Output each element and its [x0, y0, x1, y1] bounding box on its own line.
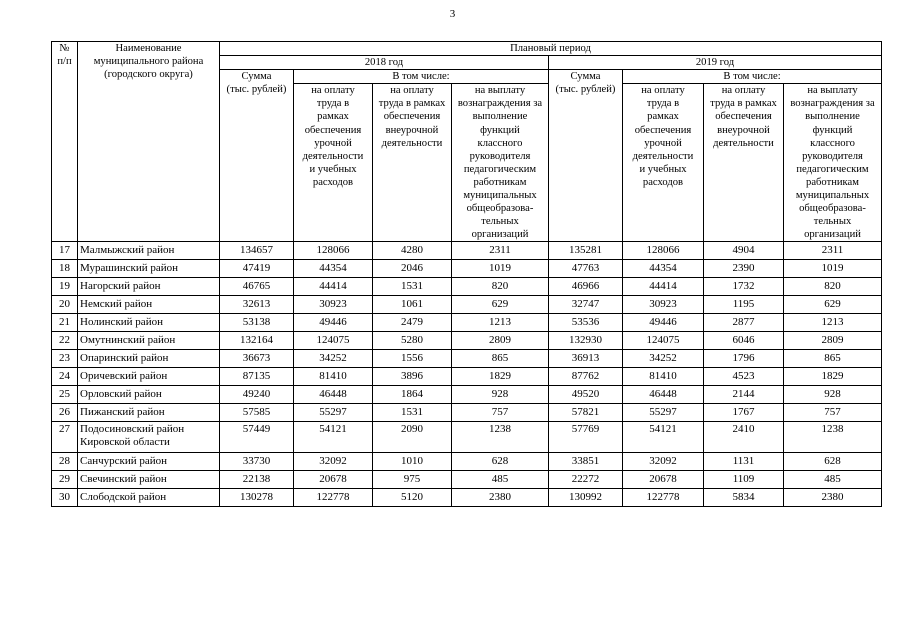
table-row	[52, 471, 882, 489]
value-cell: 128066	[623, 242, 704, 260]
value-cell: 46765	[220, 278, 294, 296]
district-name: Оричевский район	[78, 368, 220, 386]
table-row	[52, 314, 882, 332]
header-class-teacher-2018: на выплату вознаграждения за выполнение функций классного руководителя педагогическим работникам муниципальных общеобразова- тельных организаций	[452, 84, 549, 242]
value-cell: 1238	[452, 422, 549, 453]
value-cell: 20678	[623, 471, 704, 489]
value-cell: 2090	[373, 422, 452, 453]
value-cell: 4280	[373, 242, 452, 260]
value-cell: 44354	[623, 260, 704, 278]
value-cell: 485	[452, 471, 549, 489]
value-cell: 1864	[373, 386, 452, 404]
value-cell: 1213	[784, 314, 882, 332]
value-cell: 1213	[452, 314, 549, 332]
district-name: Нолинский район	[78, 314, 220, 332]
value-cell: 32613	[220, 296, 294, 314]
value-cell: 124075	[623, 332, 704, 350]
district-name: Подосиновский район Кировской области	[78, 422, 220, 453]
value-cell: 1796	[704, 350, 784, 368]
value-cell: 49520	[549, 386, 623, 404]
header-including-2019: В том числе:	[623, 70, 882, 84]
value-cell: 128066	[294, 242, 373, 260]
value-cell: 1010	[373, 453, 452, 471]
value-cell: 2311	[784, 242, 882, 260]
header-vneurochnaya-2018: на оплату труда в рамках обеспечения внеурочной деятельности	[373, 84, 452, 242]
value-cell: 1019	[784, 260, 882, 278]
row-number: 19	[52, 278, 78, 296]
value-cell: 628	[784, 453, 882, 471]
row-number: 26	[52, 404, 78, 422]
value-cell: 46448	[294, 386, 373, 404]
value-cell: 2809	[784, 332, 882, 350]
value-cell: 30923	[623, 296, 704, 314]
value-cell: 53138	[220, 314, 294, 332]
value-cell: 132930	[549, 332, 623, 350]
value-cell: 57449	[220, 422, 294, 453]
district-name: Опаринский район	[78, 350, 220, 368]
header-urochnaya-2018: на оплату труда в рамках обеспечения урочной деятельности и учебных расходов	[294, 84, 373, 242]
table-row	[52, 368, 882, 386]
district-name: Нагорский район	[78, 278, 220, 296]
value-cell: 34252	[294, 350, 373, 368]
value-cell: 5834	[704, 489, 784, 507]
table-row	[52, 350, 882, 368]
value-cell: 928	[452, 386, 549, 404]
header-sum-2019: Сумма (тыс. рублей)	[549, 70, 623, 242]
header-district-name-col: Наименование муниципального района (городского округа)	[78, 42, 220, 242]
value-cell: 30923	[294, 296, 373, 314]
value-cell: 1061	[373, 296, 452, 314]
value-cell: 820	[784, 278, 882, 296]
value-cell: 130278	[220, 489, 294, 507]
table-row	[52, 296, 882, 314]
value-cell: 53536	[549, 314, 623, 332]
value-cell: 865	[784, 350, 882, 368]
page-number: 3	[449, 8, 456, 20]
value-cell: 2479	[373, 314, 452, 332]
value-cell: 134657	[220, 242, 294, 260]
value-cell: 47763	[549, 260, 623, 278]
table-row	[52, 260, 882, 278]
value-cell: 32747	[549, 296, 623, 314]
value-cell: 1767	[704, 404, 784, 422]
value-cell: 1531	[373, 404, 452, 422]
value-cell: 6046	[704, 332, 784, 350]
value-cell: 5280	[373, 332, 452, 350]
row-number: 29	[52, 471, 78, 489]
value-cell: 1131	[704, 453, 784, 471]
value-cell: 49446	[294, 314, 373, 332]
header-planned-period: Плановый период	[220, 42, 882, 56]
value-cell: 44414	[294, 278, 373, 296]
value-cell: 1829	[784, 368, 882, 386]
value-cell: 2809	[452, 332, 549, 350]
value-cell: 57769	[549, 422, 623, 453]
row-number: 21	[52, 314, 78, 332]
district-name: Омутнинский район	[78, 332, 220, 350]
value-cell: 2046	[373, 260, 452, 278]
value-cell: 1238	[784, 422, 882, 453]
row-number: 20	[52, 296, 78, 314]
value-cell: 44354	[294, 260, 373, 278]
value-cell: 49446	[623, 314, 704, 332]
value-cell: 33851	[549, 453, 623, 471]
row-number: 27	[52, 422, 78, 453]
table-row	[52, 453, 882, 471]
table-row	[52, 404, 882, 422]
header-year-2019: 2019 год	[549, 56, 882, 70]
value-cell: 55297	[294, 404, 373, 422]
district-name: Слободской район	[78, 489, 220, 507]
value-cell: 22138	[220, 471, 294, 489]
value-cell: 2144	[704, 386, 784, 404]
value-cell: 36913	[549, 350, 623, 368]
header-vneurochnaya-2019: на оплату труда в рамках обеспечения внеурочной деятельности	[704, 84, 784, 242]
value-cell: 57585	[220, 404, 294, 422]
value-cell: 33730	[220, 453, 294, 471]
value-cell: 1195	[704, 296, 784, 314]
value-cell: 132164	[220, 332, 294, 350]
value-cell: 4523	[704, 368, 784, 386]
value-cell: 865	[452, 350, 549, 368]
district-name: Свечинский район	[78, 471, 220, 489]
header-class-teacher-2019: на выплату вознаграждения за выполнение функций классного руководителя педагогическим работникам муниципальных общеобразова- тельных организаций	[784, 84, 882, 242]
value-cell: 44414	[623, 278, 704, 296]
value-cell: 975	[373, 471, 452, 489]
value-cell: 485	[784, 471, 882, 489]
value-cell: 32092	[623, 453, 704, 471]
value-cell: 629	[784, 296, 882, 314]
header-including-2018: В том числе:	[294, 70, 549, 84]
value-cell: 1109	[704, 471, 784, 489]
value-cell: 1556	[373, 350, 452, 368]
value-cell: 81410	[623, 368, 704, 386]
value-cell: 820	[452, 278, 549, 296]
header-number-col: № п/п	[52, 42, 78, 242]
value-cell: 46448	[623, 386, 704, 404]
table-row	[52, 422, 882, 453]
district-name: Немский район	[78, 296, 220, 314]
row-number: 22	[52, 332, 78, 350]
value-cell: 130992	[549, 489, 623, 507]
value-cell: 57821	[549, 404, 623, 422]
value-cell: 5120	[373, 489, 452, 507]
value-cell: 81410	[294, 368, 373, 386]
value-cell: 46966	[549, 278, 623, 296]
row-number: 24	[52, 368, 78, 386]
value-cell: 135281	[549, 242, 623, 260]
table-row	[52, 278, 882, 296]
district-name: Малмыжский район	[78, 242, 220, 260]
value-cell: 47419	[220, 260, 294, 278]
value-cell: 628	[452, 453, 549, 471]
district-name: Санчурский район	[78, 453, 220, 471]
table-row	[52, 332, 882, 350]
row-number: 30	[52, 489, 78, 507]
table-row	[52, 489, 882, 507]
row-number: 23	[52, 350, 78, 368]
table-row	[52, 242, 882, 260]
value-cell: 757	[784, 404, 882, 422]
row-number: 28	[52, 453, 78, 471]
value-cell: 20678	[294, 471, 373, 489]
value-cell: 4904	[704, 242, 784, 260]
value-cell: 55297	[623, 404, 704, 422]
value-cell: 2380	[784, 489, 882, 507]
value-cell: 36673	[220, 350, 294, 368]
value-cell: 1019	[452, 260, 549, 278]
value-cell: 87135	[220, 368, 294, 386]
value-cell: 87762	[549, 368, 623, 386]
value-cell: 124075	[294, 332, 373, 350]
value-cell: 629	[452, 296, 549, 314]
value-cell: 54121	[294, 422, 373, 453]
value-cell: 1829	[452, 368, 549, 386]
value-cell: 1531	[373, 278, 452, 296]
row-number: 17	[52, 242, 78, 260]
value-cell: 34252	[623, 350, 704, 368]
value-cell: 22272	[549, 471, 623, 489]
district-name: Мурашинский район	[78, 260, 220, 278]
value-cell: 122778	[294, 489, 373, 507]
value-cell: 928	[784, 386, 882, 404]
table-row	[52, 386, 882, 404]
value-cell: 2877	[704, 314, 784, 332]
header-sum-2018: Сумма (тыс. рублей)	[220, 70, 294, 242]
budget-table	[51, 41, 882, 507]
value-cell: 2410	[704, 422, 784, 453]
value-cell: 32092	[294, 453, 373, 471]
value-cell: 49240	[220, 386, 294, 404]
header-urochnaya-2019: на оплату труда в рамках обеспечения урочной деятельности и учебных расходов	[623, 84, 704, 242]
value-cell: 2390	[704, 260, 784, 278]
value-cell: 757	[452, 404, 549, 422]
district-name: Пижанский район	[78, 404, 220, 422]
value-cell: 54121	[623, 422, 704, 453]
value-cell: 2380	[452, 489, 549, 507]
row-number: 25	[52, 386, 78, 404]
value-cell: 3896	[373, 368, 452, 386]
value-cell: 122778	[623, 489, 704, 507]
value-cell: 1732	[704, 278, 784, 296]
header-year-2018: 2018 год	[220, 56, 549, 70]
value-cell: 2311	[452, 242, 549, 260]
district-name: Орловский район	[78, 386, 220, 404]
row-number: 18	[52, 260, 78, 278]
